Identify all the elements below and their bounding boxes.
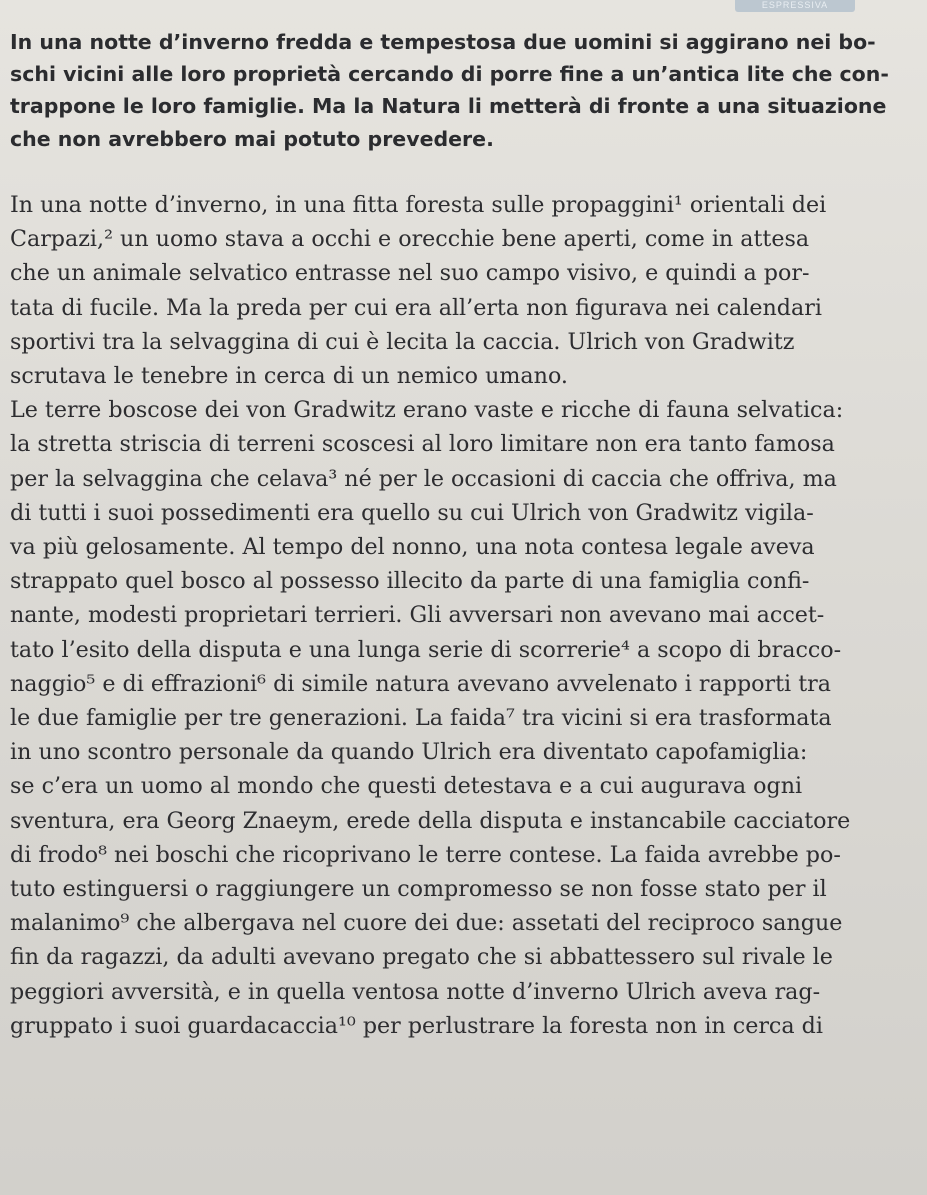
text-line: naggio⁵ e di effrazioni⁶ di simile natura avevano avvelenato i rapporti tra: [10, 670, 831, 697]
text-line: per la selvaggina che celava³ né per le occasioni di caccia che offriva, ma: [10, 465, 837, 492]
text-line: che un animale selvatico entrasse nel suo campo visivo, e quindi a por-: [10, 260, 810, 287]
intro-line: In una notte d’inverno fredda e tempestosa due uomini si aggirano nei bo-: [10, 30, 876, 54]
text-line: la stretta striscia di terreni scoscesi al loro limitare non era tanto famosa: [10, 431, 835, 458]
text-line: di frodo⁸ nei boschi che ricoprivano le terre contese. La faida avrebbe po-: [10, 841, 841, 868]
text-line: tato l’esito della disputa e una lunga serie di scorrerie⁴ a scopo di bracco-: [10, 636, 842, 663]
text-line: strappato quel bosco al possesso illecito da parte di una famiglia confi-: [10, 568, 810, 595]
text-line: In una notte d’inverno, in una fitta foresta sulle propaggini¹ orientali dei: [10, 192, 827, 218]
intro-line: schi vicini alle loro proprietà cercando di porre fine a un’antica lite che con-: [10, 62, 889, 87]
text-line: peggiori avversità, e in quella ventosa notte d’inverno Ulrich aveva rag-: [10, 978, 821, 1005]
intro-line: trappone le loro famiglie. Ma la Natura li metterà di fronte a una situazione: [10, 94, 887, 119]
text-line: gruppato i suoi guardacaccia¹⁰ per perlustrare la foresta non in cerca di: [10, 1012, 823, 1039]
text-line: le due famiglie per tre generazioni. La faida⁷ tra vicini si era trasformata: [10, 705, 832, 732]
text-line: sventura, era Georg Znaeym, erede della disputa e instancabile cacciatore: [10, 807, 851, 834]
text-line: di tutti i suoi possedimenti era quello su cui Ulrich von Gradwitz vigila-: [10, 499, 814, 526]
text-line: scrutava le tenebre in cerca di un nemico umano.: [10, 363, 568, 390]
text-line: tata di fucile. Ma la preda per cui era all’erta non figurava nei calendari: [10, 294, 822, 321]
text-line: malanimo⁹ che albergava nel cuore dei due: assetati del reciproco sangue: [10, 910, 843, 937]
text-line: tuto estinguersi o raggiungere un compromesso se non fosse stato per il: [10, 876, 827, 903]
text-line: Carpazi,² un uomo stava a occhi e orecchie bene aperti, come in attesa: [10, 226, 810, 253]
text-line: Le terre boscose dei von Gradwitz erano vaste e ricche di fauna selvatica:: [10, 397, 844, 424]
text-line: sportivi tra la selvaggina di cui è lecita la caccia. Ulrich von Gradwitz: [10, 328, 795, 355]
text-line: fin da ragazzi, da adulti avevano pregato che si abbattessero sul rivale le: [10, 944, 833, 971]
intro-summary: [10, 26, 889, 155]
text-line: se c’era un uomo al mondo che questi detestava e a cui augurava ogni: [10, 773, 803, 800]
text-line: va più gelosamente. Al tempo del nonno, una nota contesa legale aveva: [10, 534, 815, 561]
intro-line: che non avrebbero mai potuto prevedere.: [10, 126, 494, 151]
text-line: nante, modesti proprietari terrieri. Gli avversari non avevano mai accet-: [10, 602, 825, 629]
text-line: in uno scontro personale da quando Ulrich era diventato capofamiglia:: [10, 739, 808, 766]
story-text: [10, 188, 882, 1043]
running-head-tab: ESPRESSIVA: [735, 0, 855, 12]
